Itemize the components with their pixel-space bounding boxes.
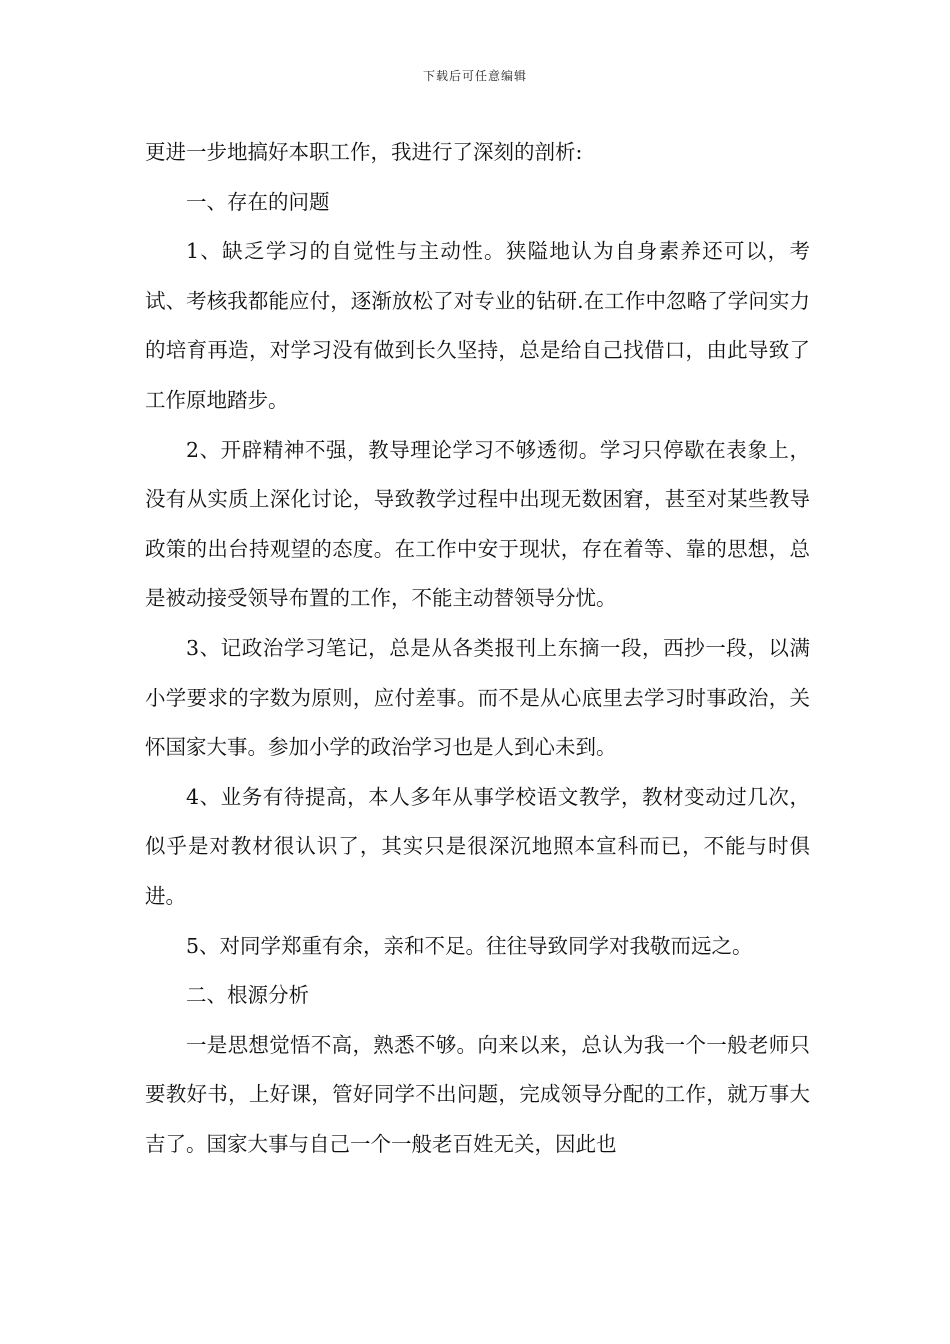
paragraph-item-4: 4、业务有待提高，本人多年从事学校语文教学，教材变动过几次，似乎是对教材很认识了，其实只是很深沉地照本宣科而已，不能与时俱进。 bbox=[145, 784, 810, 908]
section-heading-root-cause: 二、根源分析 bbox=[186, 983, 309, 1008]
paragraph-item-3: 3、记政治学习笔记，总是从各类报刊上东摘一段，西抄一段，以满小学要求的字数为原则，应付差事。而不是从心底里去学习时事政治，关怀国家大事。参加小学的政治学习也是人到心未到。 bbox=[145, 635, 810, 760]
section-heading-problems: 一、存在的问题 bbox=[186, 189, 330, 214]
paragraph-root-cause-1: 一是思想觉悟不高，熟悉不够。向来以来，总认为我一个一般老师只要教好书，上好课，管好同学不出问题，完成领导分配的工作，就万事大吉了。国家大事与自己一个一般老百姓无关，因此也 bbox=[145, 1032, 810, 1156]
document-body bbox=[145, 128, 810, 1169]
paragraph-item-5: 5、对同学郑重有余，亲和不足。往往导致同学对我敬而远之。 bbox=[186, 933, 753, 958]
paragraph-item-1: 1、缺乏学习的自觉性与主动性。狭隘地认为自身素养还可以，考试、考核我都能应付，逐渐放松了对专业的钻研.在工作中忽略了学问实力的培育再造，对学习没有做到长久坚持，总是给自己找借口，由此导致了工作原地踏步。 bbox=[145, 239, 810, 412]
paragraph-item-2: 2、开辟精神不强，教导理论学习不够透彻。学习只停歇在表象上，没有从实质上深化讨论，导致教学过程中出现无数困窘，甚至对某些教导政策的出台持观望的态度。在工作中安于现状，存在着等、靠的思想，总是被动接受领导布置的工作，不能主动替领导分忧。 bbox=[145, 437, 810, 611]
page-header: 下载后可任意编辑 bbox=[422, 69, 527, 83]
paragraph-intro: 更进一步地搞好本职工作，我进行了深刻的剖析: bbox=[145, 140, 583, 164]
